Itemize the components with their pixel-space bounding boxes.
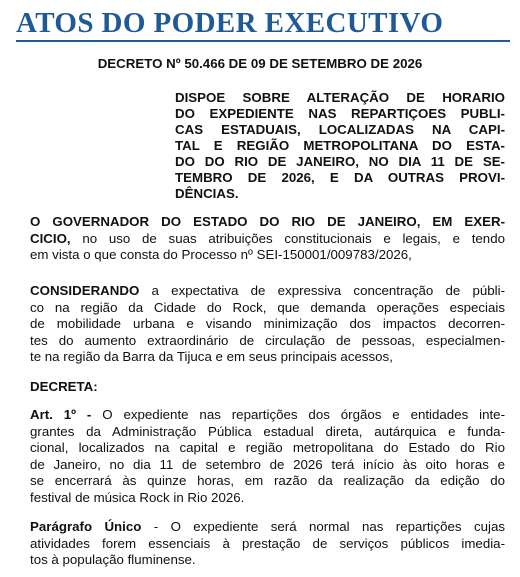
considerando-text: a expectativa de expressiva concentração de públi- [139, 283, 505, 298]
considerando-lead: CONSIDERANDO [30, 283, 140, 298]
considerando-line: co na região da Cidade do Rock, que demanda operações especiais [30, 299, 505, 315]
paragrafo-lead: Parágrafo Único [30, 519, 142, 534]
header-divider [16, 40, 510, 42]
considerando-line: tes do aumento extraordinário de circulação de pessoas, especialmen- [30, 332, 505, 348]
article-text: O expediente nas repartições dos órgãos e entidades inte- [91, 407, 505, 422]
summary-line: TEMBRO DE 2026, E DA OUTRAS PROVI- [175, 170, 505, 185]
preamble-paragraph [30, 214, 505, 264]
summary-line: DÊNCIAS. [175, 186, 239, 201]
article-line [30, 407, 505, 424]
preamble-bold-text: CICIO, [30, 230, 71, 246]
summary-line: TAL E REGIÃO METROPOLITANA DO ESTA- [175, 138, 505, 153]
decreta-heading: DECRETA: [30, 379, 98, 394]
preamble-line [30, 231, 505, 248]
article-line: grantes da Administração Pública estadual direta, autárquica e funda- [30, 423, 505, 439]
section-header: ATOS DO PODER EXECUTIVO [16, 7, 444, 39]
decree-title: DECRETO Nº 50.466 DE 09 DE SETEMBRO DE 2026 [97, 56, 423, 71]
decree-summary [175, 90, 505, 202]
summary-line: DO DO RIO DE JANEIRO, NO DIA 11 DE SE- [175, 154, 505, 169]
paragrafo-line: atividades forem essenciais à prestação de serviços públicos imedia- [30, 535, 505, 551]
article-line: se encerrará às quinze horas, em razão da realização da edição do [30, 473, 505, 488]
considerando-line: de mobilidade urbana e visando minimização dos impactos decorren- [30, 316, 505, 331]
considerando-line [30, 283, 505, 300]
summary-line: DISPOE SOBRE ALTERAÇÃO DE HORARIO [175, 90, 505, 105]
summary-line: DO EXPEDIENTE NAS REPARTIÇOES PUBLI- [175, 106, 505, 121]
paragrafo-line [30, 519, 505, 536]
summary-line: CAS ESTADUAIS, LOCALIZADAS NA CAPI- [175, 122, 505, 137]
article-line: festival de música Rock in Rio 2026. [30, 489, 245, 505]
article-line: de Janeiro, no dia 11 de setembro de 2026 terá início às oito horas e [30, 456, 505, 472]
article-1-paragraph [30, 407, 505, 506]
preamble-text: no uso de suas atribuições constitucionais e legais, e tendo [70, 230, 505, 246]
article-line: cional, localizados na capital e região metropolitana do Estado do Rio [30, 440, 505, 455]
considerando-line: te na região da Barra da Tijuca e em seus principais acessos, [30, 349, 393, 364]
paragrafo-line: tos à população fluminense. [30, 552, 196, 567]
article-lead: Art. 1º - [30, 407, 92, 422]
paragrafo-unico-paragraph [30, 519, 505, 569]
paragrafo-text: - O expediente será normal nas repartições cujas [141, 519, 505, 534]
considerando-paragraph [30, 283, 505, 366]
preamble-line: em vista o que consta do Processo nº SEI-150001/009783/2026, [30, 247, 412, 262]
preamble-line: O GOVERNADOR DO ESTADO DO RIO DE JANEIRO, EM EXER- [30, 214, 505, 229]
